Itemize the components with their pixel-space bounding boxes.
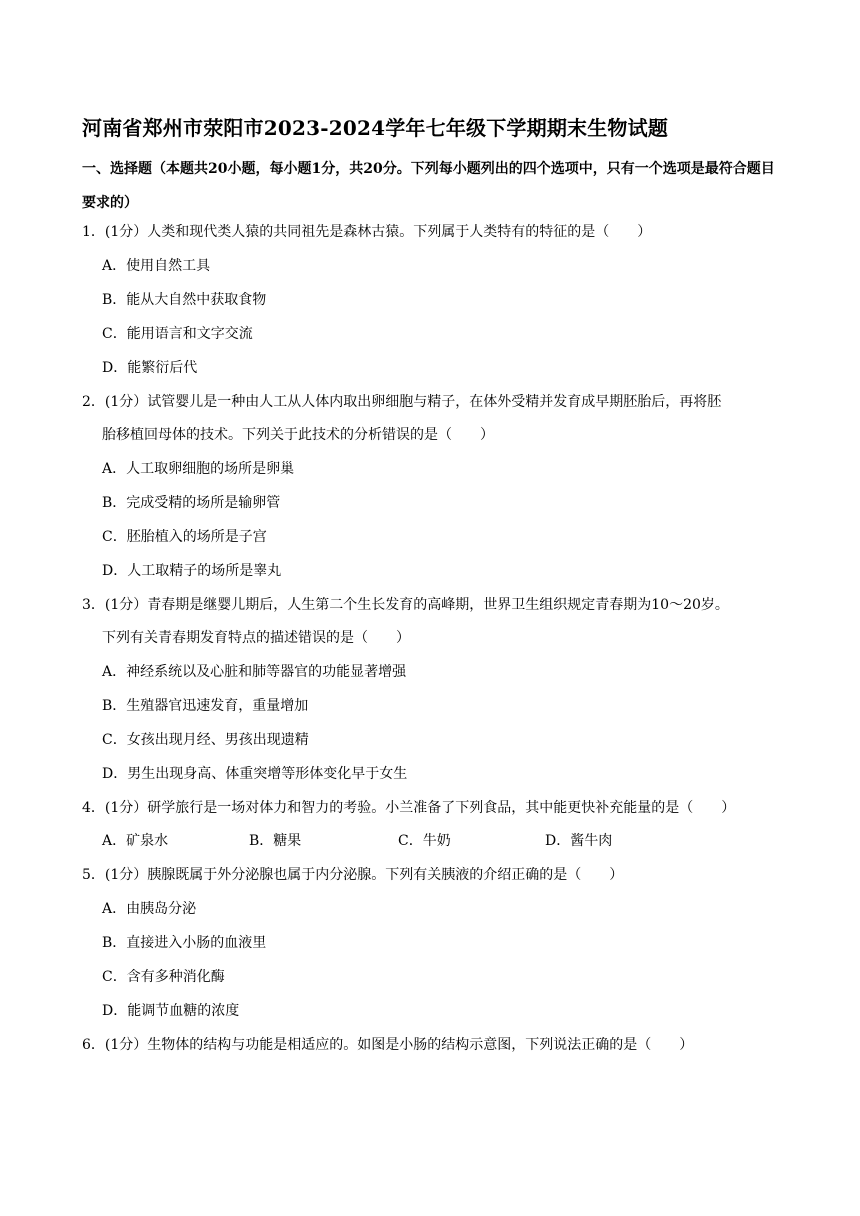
question-1-option-a: A．使用自然工具 [102, 258, 211, 274]
question-3-option-a: A．神经系统以及心脏和肺等器官的功能显著增强 [102, 664, 407, 680]
question-5-option-d: D．能调节血糖的浓度 [102, 1003, 240, 1019]
question-4-option-b: B．糖果 [249, 833, 302, 849]
question-4-stem: 4．(1分）研学旅行是一场对体力和智力的考验。小兰准备了下列食品，其中能更快补充能量的是（ ） [82, 800, 736, 816]
question-5-option-b: B．直接进入小肠的血液里 [102, 935, 267, 951]
question-5-option-a: A．由胰岛分泌 [102, 901, 197, 917]
question-2-option-b: B．完成受精的场所是输卵管 [102, 495, 281, 511]
question-2-option-c: C．胚胎植入的场所是子宫 [102, 529, 267, 545]
question-3-option-d: D．男生出现身高、体重突增等形体变化早于女生 [102, 766, 408, 782]
question-3-option-c: C．女孩出现月经、男孩出现遗精 [102, 732, 309, 748]
question-4-option-d: D．酱牛肉 [545, 833, 613, 849]
question-2-stem-cont: 胎移植回母体的技术。下列关于此技术的分析错误的是（ ） [102, 427, 494, 443]
question-1-stem: 1．(1分）人类和现代类人猿的共同祖先是森林古猿。下列属于人类特有的特征的是（ ） [82, 224, 652, 240]
question-2-stem: 2．(1分）试管婴儿是一种由人工从人体内取出卵细胞与精子，在体外受精并发育成早期胚胎后，再将胚 [82, 394, 722, 410]
question-5-option-c: C．含有多种消化酶 [102, 969, 225, 985]
question-1-option-b: B．能从大自然中获取食物 [102, 292, 267, 308]
question-4-option-c: C．牛奶 [398, 833, 451, 849]
question-3-option-b: B．生殖器官迅速发育，重量增加 [102, 698, 309, 714]
question-1-option-c: C．能用语言和文字交流 [102, 326, 253, 342]
question-4-option-a: A．矿泉水 [102, 833, 169, 849]
question-6-stem: 6．(1分）生物体的结构与功能是相适应的。如图是小肠的结构示意图，下列说法正确的是（ ） [82, 1037, 694, 1053]
exam-title: 河南省郑州市荥阳市2023-2024学年七年级下学期期末生物试题 [82, 116, 669, 140]
question-3-stem: 3．(1分）青春期是继婴儿期后，人生第二个生长发育的高峰期，世界卫生组织规定青春期为10～20岁。 [82, 597, 729, 613]
question-3-stem-cont: 下列有关青春期发育特点的描述错误的是（ ） [102, 630, 410, 646]
question-5-stem: 5．(1分）胰腺既属于外分泌腺也属于内分泌腺。下列有关胰液的介绍正确的是（ ） [82, 867, 624, 883]
question-2-option-a: A．人工取卵细胞的场所是卵巢 [102, 461, 295, 477]
question-1-option-d: D．能繁衍后代 [102, 360, 198, 376]
question-2-option-d: D．人工取精子的场所是睾丸 [102, 563, 282, 579]
section-heading: 一、选择题（本题共20小题，每小题1分，共20分。下列每小题列出的四个选项中，只有一个选项是最符合题目要求的） [82, 161, 775, 211]
